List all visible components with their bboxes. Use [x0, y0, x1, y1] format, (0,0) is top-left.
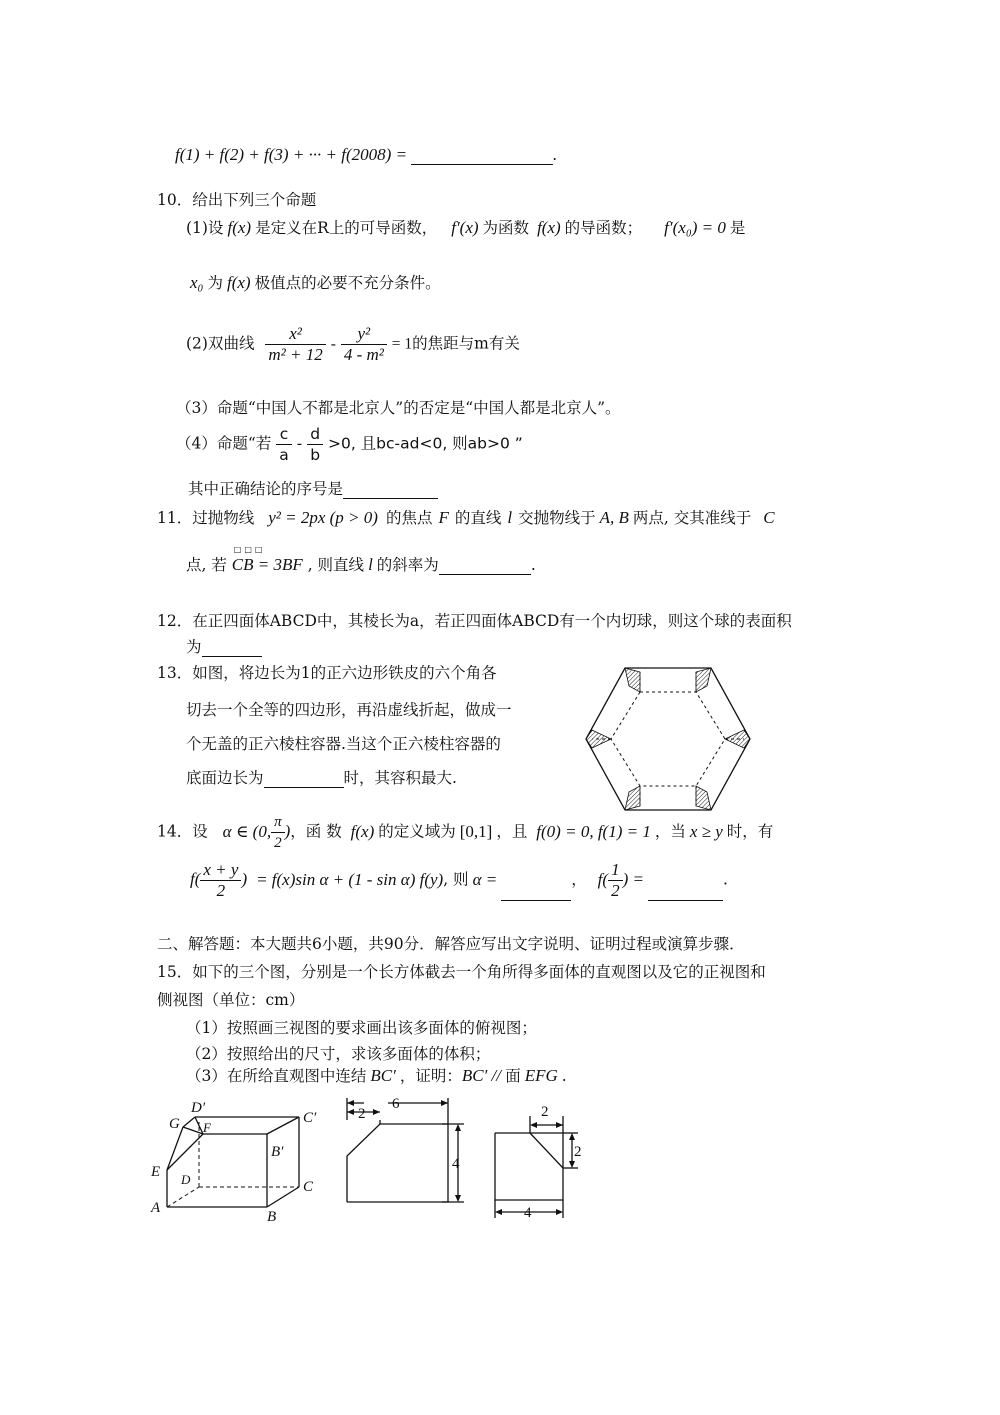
q10-title: 10．给出下列三个命题: [157, 191, 317, 209]
front-dim-2: 2: [358, 1106, 366, 1122]
label-G: G: [169, 1116, 180, 1132]
side-dim-4: 4: [524, 1205, 532, 1221]
q15-line1: 15．如下的三个图，分别是一个长方体截去一个角所得多面体的直观图以及它的正视图和: [157, 963, 766, 981]
q10-answer: 其中正确结论的序号是: [188, 477, 438, 499]
q11-line1: 11．过抛物线 y² = 2px (p > 0) 的焦点 F 的直线 l 交抛物线于 A, B 两点, 交其准线于 C: [157, 508, 775, 527]
q15-s3: （3）在所给直观图中连结 BC′ ，证明：BC′ // 面 EFG .: [186, 1066, 567, 1085]
q13-line4: 底面边长为 时，其容积最大.: [186, 769, 457, 787]
q15-s2: （2）按照给出的尺寸，求该多面体的体积；: [186, 1045, 491, 1063]
label-D-prime: D′: [191, 1100, 206, 1116]
front-dim-4: 4: [452, 1156, 460, 1172]
label-D: D: [181, 1172, 191, 1187]
front-view-figure: [340, 1088, 475, 1208]
q10-p1-line2: x₀ 为 f(x) 极值点的必要不充分条件。: [190, 273, 441, 292]
label-A: A: [151, 1200, 161, 1216]
q10-p1-line1: (1)设 f(x) 是定义在R上的可导函数， f′(x) 为函数 f(x) 的导函数； f′(x₀) = 0 是: [186, 218, 746, 237]
label-B-prime: B′: [271, 1144, 284, 1160]
hexagon-figure: [582, 660, 754, 818]
side-view-figure: [488, 1100, 588, 1225]
label-E: E: [151, 1164, 161, 1180]
q13-line2: 切去一个全等的四边形，再沿虚线折起，做成一: [186, 701, 512, 719]
q9-formula: f(1) + f(2) + f(3) + ··· + f(2008) = .: [175, 145, 558, 164]
q15-s1: （1）按照画三视图的要求画出该多面体的俯视图；: [186, 1019, 537, 1037]
label-C-prime: C′: [303, 1110, 317, 1126]
section-2-header: 二、解答题：本大题共6小题，共90分．解答应写出文字说明、证明过程或演算步骤．: [157, 935, 745, 953]
side-dim-2-right: 2: [574, 1144, 582, 1160]
label-F: F: [203, 1120, 211, 1135]
q10-p3: （3）命题“中国人不都是北京人”的否定是“中国人都是北京人”。: [176, 399, 621, 417]
q13-line3: 个无盖的正六棱柱容器.当这个正六棱柱容器的: [186, 735, 501, 753]
label-C: C: [303, 1179, 314, 1195]
polyhedron-perspective-figure: [145, 1092, 325, 1222]
q15-line2: 侧视图（单位：cm）: [157, 991, 305, 1009]
label-B: B: [267, 1209, 277, 1222]
q14-line2: f( $\frac{x + y}{2}$ ) = f(x)sin α + (1 - sin α) f(y), 则 α = ， f( $\frac{1}{2}$ ) = .: [190, 860, 728, 900]
side-dim-2-top: 2: [541, 1104, 549, 1120]
q11-line2: 点, 若 □□□ CB = 3BF , 则直线 l 的斜率为 .: [186, 545, 536, 574]
front-dim-6: 6: [392, 1096, 400, 1112]
q10-p2: (2)双曲线 $\frac{\text{x²}}{\text{m² + 12}}$ - $\frac{\text{y²}}{\text{4 - m²}}$ = 1的焦距与m有关: [186, 324, 520, 364]
q12-line1: 12．在正四面体ABCD中，其棱长为a，若正四面体ABCD有一个内切球，则这个球的表面积: [157, 612, 792, 630]
q13-line1: 13．如图，将边长为1的正六边形铁皮的六个角各: [157, 664, 497, 682]
q14-line1: 14．设 α ∈ (0, $\frac{\pi}{2}$ )，函 数 f(x) 的定义域为 [0,1] ，且 f(0) = 0, f(1) = 1 ，当 x ≥ y 时，有: [157, 814, 774, 851]
q10-p4: （4）命题“若 $\frac{c}{a}$ - $\frac{d}{b}$ >0, 且bc-ad<0, 则ab>0 ”: [176, 425, 523, 464]
q12-line2: 为: [186, 635, 262, 657]
